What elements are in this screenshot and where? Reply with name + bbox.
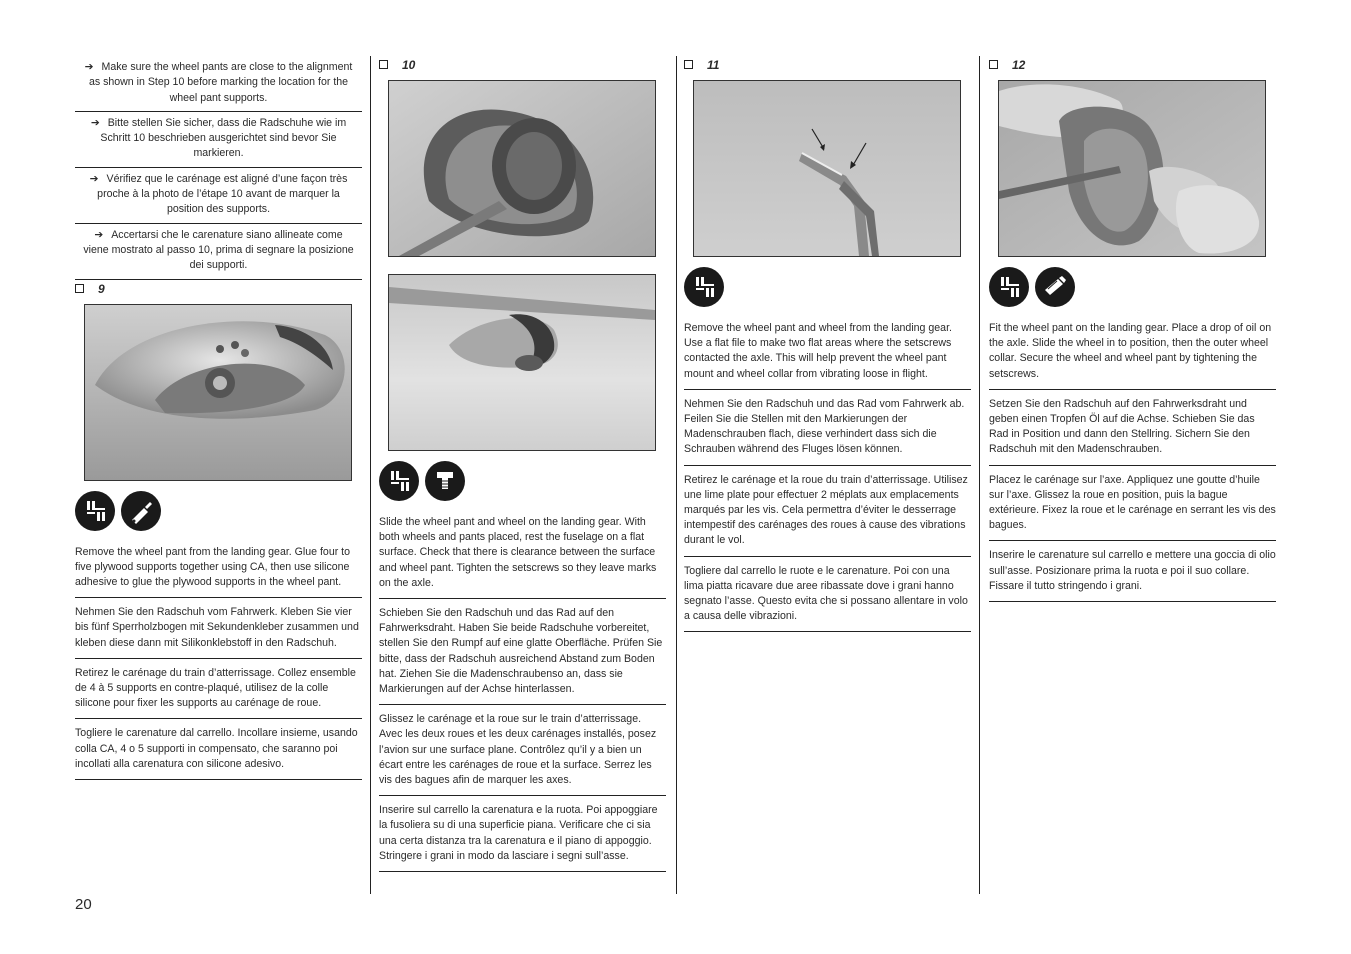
column-1 (75, 56, 362, 785)
step-10-photo-wheel (388, 80, 656, 257)
step-11-photo (693, 80, 961, 257)
arrow-icon: ➔ (84, 61, 94, 73)
paragraph-de: Nehmen Sie den Radschuh vom Fahrwerk. Kleben Sie vier bis fünf Sperrholzbogen mit Sekundenkleber zusammen und kleben diese dann mit Silikonklebstoff in den Radschuh. (75, 603, 362, 659)
page-number: 20 (75, 896, 92, 913)
paragraph-en: Fit the wheel pant on the landing gear. Place a drop of oil on the axle. Slide the wheel in to position, then the outer wheel collar. Secure the wheel and wheel pant by tightening the setscrews. (989, 319, 1276, 390)
note-de: ➔ Bitte stellen Sie sicher, dass die Radschuhe wie im Schritt 10 beschrieben ausgerichtet sind bevor Sie markieren. (75, 112, 362, 168)
hardware-icon (379, 461, 419, 501)
oil-tube-icon (1035, 267, 1075, 307)
step-10-photo-plane (388, 274, 656, 451)
note-it: ➔ Accertarsi che le carenature siano allineate come viene mostrato al passo 10, prima di segnare la posizione dei supporti. (75, 224, 362, 280)
arrow-icon: ➔ (90, 116, 100, 129)
paragraph-de: Schieben Sie den Radschuh und das Rad auf den Fahrwerksdraht. Haben Sie beide Radschuhe vorbereitet, stellen Sie den Rumpf auf eine glatte Oberfläche. Prüfen Sie bitte, dass der Radschuh ausreichend Abstand zum Boden hat. Ziehen Sie die Madenschraubenso an, dass sie Markierungen auf der Achse hinterlassen. (379, 604, 666, 705)
icon-row (684, 267, 971, 307)
step-heading: 11 (684, 58, 971, 74)
paragraph-en: Remove the wheel pant and wheel from the landing gear. Use a flat file to make two flat areas where the setscrews contacted the axle. This will help prevent the wheel pant mount and wheel collar from vibrating loose in flight. (684, 319, 971, 390)
paragraph-it: Togliere le carenature dal carrello. Incollare insieme, usando colla CA, 4 o 5 supporti in compensato, che saranno poi incollati alla carenatura con silicone adesivo. (75, 724, 362, 780)
step-heading: 12 (989, 58, 1276, 74)
paragraph-fr: Placez le carénage sur l’axe. Appliquez une goutte d’huile sur l’axe. Glissez la roue en position, puis la bague extérieure. Fixez la roue et le carénage en serrant les vis des bagues. (989, 471, 1276, 542)
hardware-icon (684, 267, 724, 307)
arrow-icon: ➔ (89, 172, 99, 185)
paragraph-en: Remove the wheel pant from the landing gear. Glue four to five plywood supports together using CA, then use silicone adhesive to glue the plywood supports in the wheel pant. (75, 543, 362, 599)
icon-row (75, 491, 362, 531)
column-divider (370, 56, 371, 894)
paragraph-it: Togliere dal carrello le ruote e le carenature. Poi con una lima piatta ricavare due aree ribassate dove i grani hanno segnato l’asse. Questo evita che si possano allentare in volo a causa delle vibrazioni. (684, 562, 971, 633)
checkbox-icon[interactable] (684, 60, 693, 69)
paragraph-it: Inserire sul carrello la carenatura e la ruota. Poi appoggiare la fusoliera su di una superficie piana. Verificare che ci sia una certa distanza tra la carenatura e il piano di appoggio. Stringere i grani in modo da lasciare i segni sull’asse. (379, 801, 666, 872)
checkbox-icon[interactable] (75, 284, 84, 293)
step-heading: 10 (379, 58, 666, 74)
icon-row (379, 461, 666, 501)
paragraph-en: Slide the wheel pant and wheel on the landing gear. With both wheels and pants placed, rest the fuselage on a flat surface. Check that there is clearance between the surface and wheel pant. Tighten the setscrews so they leave marks on the axle. (379, 513, 666, 599)
arrow-icon: ➔ (94, 228, 104, 241)
glue-bottle-icon (121, 491, 161, 531)
note-fr: ➔ Vérifiez que le carénage est aligné d’une façon très proche à la photo de l’étape 10 avant de marquer la position des supports. (75, 168, 362, 224)
column-3 (684, 56, 971, 637)
note-en: ➔ Make sure the wheel pants are close to the alignment as shown in Step 10 before marking the location for the wheel pant supports. (75, 56, 362, 112)
paragraph-fr: Glissez le carénage et la roue sur le train d’atterrissage. Avec les deux roues et les deux carénages installés, posez l’avion sur une surface plane. Contrôlez qu’il y a bien un écart entre les carénages de roue et la surface. Serrez les vis des bagues afin de marquer les axes. (379, 710, 666, 796)
paragraph-fr: Retirez le carénage du train d’atterrissage. Collez ensemble de 4 à 5 supports en contre-plaqué, utilisez de la colle silicone pour fixer les supports au carénage de roue. (75, 664, 362, 720)
checkbox-icon[interactable] (379, 60, 388, 69)
paragraph-it: Inserire le carenature sul carrello e mettere una goccia di olio sull’asse. Posizionare prima la ruota e poi il suo collare. Fissare il tutto stringendo i grani. (989, 546, 1276, 602)
hardware-icon (989, 267, 1029, 307)
checkbox-icon[interactable] (989, 60, 998, 69)
step-heading: 9 (75, 282, 362, 298)
paragraph-de: Setzen Sie den Radschuh auf den Fahrwerksdraht und geben einen Tropfen Öl auf die Achse. Schieben Sie das Rad in Position und dann den Stellring. Sichern Sie den Radschuh mit den Madenschrauben. (989, 395, 1276, 466)
paragraph-fr: Retirez le carénage et la roue du train d’atterrissage. Utilisez une lime plate pour effectuer 2 méplats aux emplacements marqués par les vis. Cela permettra d’éviter le desserrage intempestif des carénages des roues à cause des vibrations durant le vol. (684, 471, 971, 557)
column-divider (979, 56, 980, 894)
step-9-photo (84, 304, 352, 481)
screw-icon (425, 461, 465, 501)
step-12-photo (998, 80, 1266, 257)
paragraph-de: Nehmen Sie den Radschuh und das Rad vom Fahrwerk ab. Feilen Sie die Stellen mit den Markierungen der Madenschrauben flach, diese verhindert dass sich die Schrauben während des Fluges lösen können. (684, 395, 971, 466)
column-divider (676, 56, 677, 894)
icon-row (989, 267, 1276, 307)
hardware-icon (75, 491, 115, 531)
column-2 (379, 56, 666, 877)
column-4 (989, 56, 1276, 607)
